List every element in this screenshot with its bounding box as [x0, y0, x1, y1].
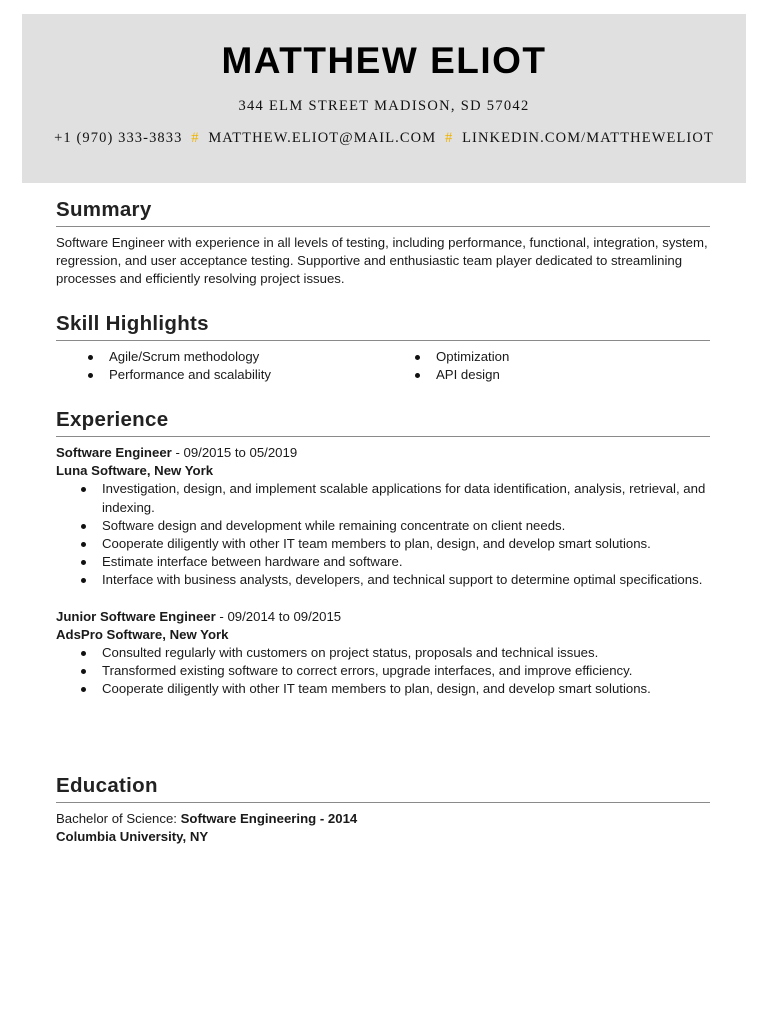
- email: MATTHEW.ELIOT@MAIL.COM: [208, 130, 437, 146]
- bullet-text: Cooperate diligently with other IT team members to plan, design, and develop smart solutions.: [102, 536, 651, 552]
- degree-detail: Software Engineering - 2014: [180, 811, 358, 826]
- resume-header: [22, 14, 746, 183]
- bullet-icon: [81, 578, 86, 583]
- job-dates: - 09/2014 to 09/2015: [215, 608, 342, 624]
- school: Columbia University, NY: [56, 829, 209, 845]
- skills-section: [56, 312, 710, 388]
- address: 344 ELM STREET MADISON, SD 57042: [238, 98, 530, 114]
- degree-label: Bachelor of Science:: [56, 811, 181, 826]
- bullet-icon: [81, 542, 86, 547]
- education-section: [56, 774, 710, 846]
- separator: #: [191, 130, 200, 146]
- section-title: Education: [56, 774, 710, 803]
- bullet-icon: [81, 651, 86, 656]
- section-title: Summary: [56, 198, 710, 227]
- list-item: [56, 680, 710, 698]
- skills-list: [56, 348, 710, 388]
- bullet-text: Transformed existing software to correct errors, upgrade interfaces, and improve efficiency.: [102, 663, 633, 679]
- job-company: Luna Software, New York: [56, 463, 214, 479]
- list-item: [56, 571, 710, 589]
- job-role: Software Engineer: [56, 445, 172, 460]
- list-item: [436, 366, 509, 384]
- candidate-name: MATTHEW ELIOT: [221, 40, 547, 81]
- list-item: [109, 348, 271, 366]
- list-item: [56, 644, 710, 662]
- skill: Agile/Scrum methodology: [109, 349, 260, 364]
- skill: Optimization: [436, 349, 510, 364]
- skill: API design: [436, 367, 500, 383]
- bullet-icon: [415, 355, 420, 360]
- list-item: [56, 553, 710, 571]
- contact-line: [22, 130, 746, 147]
- bullet-text: Software design and development while remaining concentrate on client needs.: [102, 517, 566, 533]
- linkedin: LINKEDIN.COM/MATTHEWELIOT: [462, 130, 714, 146]
- list-item: [56, 662, 710, 680]
- list-item: [109, 366, 271, 384]
- job-company: AdsPro Software, New York: [56, 626, 229, 642]
- job-bullets: [56, 480, 710, 589]
- bullet-icon: [81, 487, 86, 492]
- bullet-icon: [88, 355, 93, 360]
- job-bullets: [56, 644, 710, 699]
- job-dates: - 09/2015 to 05/2019: [171, 445, 298, 460]
- job-role: Junior Software Engineer: [56, 608, 216, 624]
- bullet-text: Estimate interface between hardware and software.: [102, 554, 403, 570]
- bullet-icon: [88, 373, 93, 378]
- education-degree: [56, 810, 710, 828]
- bullet-text: Cooperate diligently with other IT team members to plan, design, and develop smart solutions.: [102, 681, 651, 697]
- bullet-text: Interface with business analysts, developers, and technical support to determine optimal specifications.: [102, 572, 703, 588]
- skills-column-right: [436, 348, 509, 384]
- skill: Performance and scalability: [109, 367, 271, 383]
- bullet-icon: [415, 373, 420, 378]
- job-title-line: [56, 608, 710, 626]
- summary-text: Software Engineer with experience in all levels of testing, including performance, functional, integration, system, regression, and user acceptance testing. Supportive and enthusiastic team player dedicated to streamlining processes and efficiently resolving project issues.: [56, 235, 708, 287]
- summary-section: [56, 198, 710, 289]
- phone: +1 (970) 333-3833: [54, 130, 183, 146]
- bullet-icon: [81, 669, 86, 674]
- section-title: Experience: [56, 408, 710, 437]
- bullet-icon: [81, 687, 86, 692]
- bullet-text: Consulted regularly with customers on project status, proposals and technical issues.: [102, 645, 599, 661]
- bullet-text: Investigation, design, and implement scalable applications for data identification, analysis, retrieval, and indexing.: [102, 481, 706, 515]
- skills-column-left: [109, 348, 271, 384]
- experience-section: [56, 408, 710, 699]
- bullet-icon: [81, 560, 86, 565]
- separator: #: [444, 130, 454, 146]
- job-title-line: [56, 444, 710, 462]
- list-item: [56, 535, 710, 553]
- job-entry: [56, 608, 710, 699]
- list-item: [436, 348, 509, 366]
- job-entry: [56, 444, 710, 590]
- section-title: Skill Highlights: [56, 312, 710, 341]
- bullet-icon: [81, 524, 86, 529]
- list-item: [56, 480, 710, 516]
- list-item: [56, 517, 710, 535]
